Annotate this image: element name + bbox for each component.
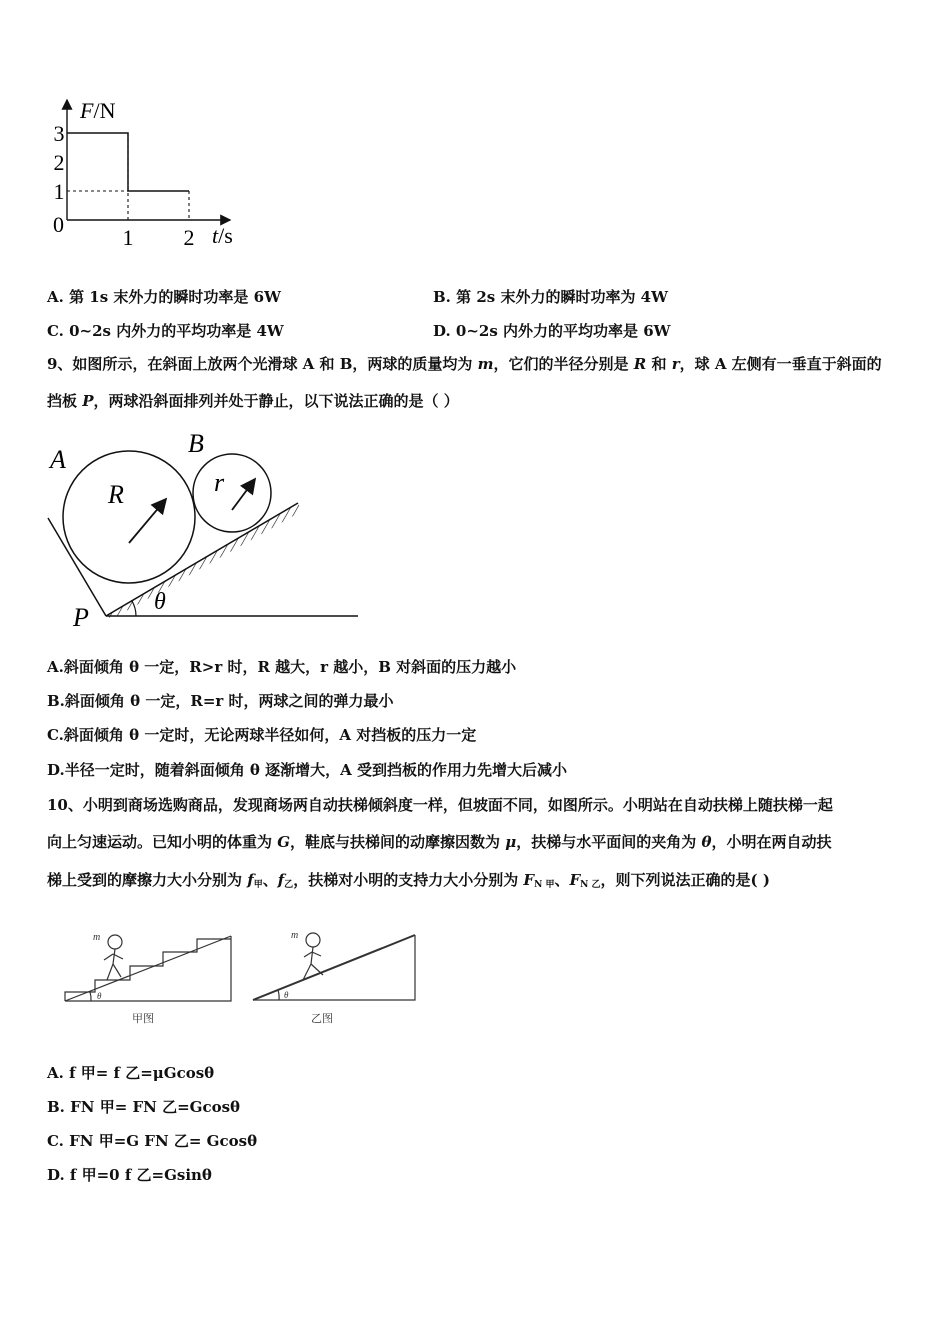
q9-option-b: B.斜面倾角 θ 一定，R=r 时，两球之间的弹力最小 [47, 692, 394, 710]
q8-option-d: D. 0~2s 内外力的平均功率是 6W [433, 322, 671, 340]
force-time-chart [40, 88, 250, 258]
x-tick-2: 2 [183, 225, 195, 250]
caption-yi: 乙图 [311, 1013, 333, 1025]
ball-a [63, 451, 195, 583]
radius-r-arrow-a [129, 499, 166, 543]
q9-stem-line2: 挡板 P，两球沿斜面排列并处于静止，以下说法正确的是（ ） [47, 392, 459, 410]
q10-option-b: B. FN 甲= FN 乙=Gcosθ [47, 1098, 241, 1116]
label-big-r: R [108, 480, 124, 509]
label-theta: θ [154, 589, 166, 615]
jia-m-label: m [93, 932, 101, 943]
person-yi [303, 933, 323, 980]
escalator-jia [65, 936, 231, 1001]
q9-incline-figure [40, 425, 370, 635]
q10-stem-line3: 梯上受到的摩擦力大小分别为 $f_甲$、$f_乙$，扶梯对小明的支持力大小分别为 $F_{N 甲}$、$F_{N 乙}$，则下列说法正确的是( ) [47, 871, 770, 890]
q8-option-a: A. 第 1s 末外力的瞬时功率是 6W [47, 288, 281, 306]
y-tick-1: 1 [53, 179, 65, 204]
q10-stem-line1: 10、小明到商场选购商品，发现商场两自动扶梯倾斜度一样，但坡面不同，如图所示。小明站在自动扶梯上随扶梯一起 [47, 796, 833, 814]
q8-option-b: B. 第 2s 末外力的瞬时功率为 4W [433, 288, 668, 306]
q9-option-d: D.半径一定时，随着斜面倾角 θ 逐渐增大，A 受到挡板的作用力先增大后减小 [47, 761, 568, 779]
person-jia [104, 935, 123, 980]
label-a: A [50, 445, 66, 474]
jia-theta-label: θ [97, 991, 102, 1001]
q9-option-c: C.斜面倾角 θ 一定时，无论两球半径如何，A 对挡板的压力一定 [47, 726, 477, 744]
q10-option-d: D. f 甲=0 f 乙=Gsinθ [47, 1166, 212, 1184]
caption-jia: 甲图 [132, 1013, 154, 1025]
ball-b [193, 454, 271, 532]
q9-stem-line1: 9、如图所示，在斜面上放两个光滑球 A 和 B，两球的质量均为 m，它们的半径分别是 R 和 r，球 A 左侧有一垂直于斜面的 [47, 355, 882, 373]
radius-r-arrow-b [232, 479, 255, 510]
escalator-yi [253, 935, 415, 1000]
x-axis-label: t/s [212, 223, 233, 248]
q8-option-c: C. 0~2s 内外力的平均功率是 4W [47, 322, 284, 340]
y-tick-2: 2 [53, 150, 65, 175]
label-p: P [73, 603, 89, 632]
q10-option-a: A. f 甲= f 乙=μGcosθ [47, 1064, 215, 1082]
label-small-r: r [214, 468, 225, 497]
q10-stem-line2: 向上匀速运动。已知小明的体重为 G，鞋底与扶梯间的动摩擦因数为 μ，扶梯与水平面间的夹角为 θ，小明在两自动扶 [47, 833, 832, 851]
incline-surface [106, 503, 298, 616]
q10-option-c: C. FN 甲=G FN 乙= Gcosθ [47, 1132, 258, 1150]
origin-label: 0 [53, 212, 64, 237]
q10-escalator-figure [55, 920, 435, 1035]
label-b: B [188, 429, 204, 458]
barrier-p [48, 518, 106, 616]
y-axis-label: F/N [80, 98, 116, 123]
x-tick-1: 1 [122, 225, 134, 250]
y-tick-3: 3 [53, 121, 65, 146]
q9-option-a: A.斜面倾角 θ 一定，R>r 时，R 越大，r 越小，B 对斜面的压力越小 [47, 658, 517, 676]
yi-theta-label: θ [284, 990, 289, 1000]
yi-m-label: m [291, 930, 299, 941]
